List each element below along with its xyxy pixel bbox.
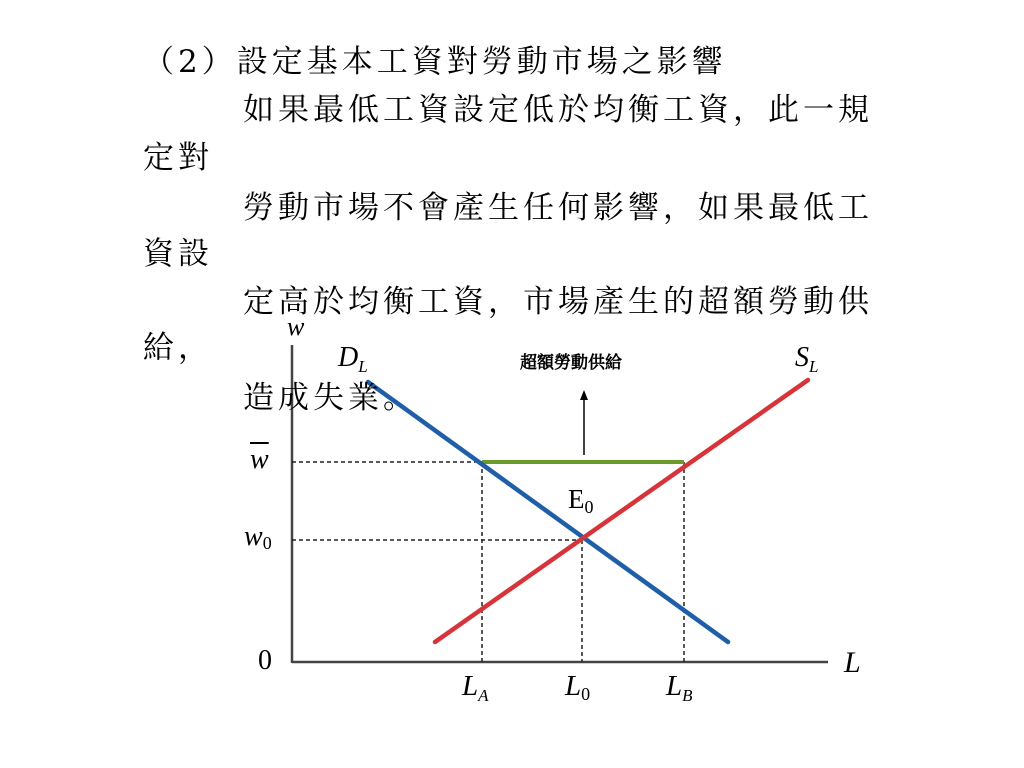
equilibrium-label-main: E: [568, 484, 585, 514]
paragraph-line-2-wrap: 資設: [143, 236, 213, 272]
l0-label-main: L: [565, 670, 582, 702]
paragraph-line-3: 定高於均衡工資，市場產生的超額勞動供: [243, 284, 873, 320]
l0-label: [565, 670, 590, 705]
supply-label: [795, 342, 818, 377]
la-label-sub: A: [478, 686, 489, 705]
supply-curve: [435, 380, 808, 642]
demand-label-main: D: [338, 342, 359, 373]
heading: （2）設定基本工資對勞動市場之影響: [143, 44, 727, 80]
paragraph-line-1-wrap: 定對: [143, 140, 213, 176]
paragraph-line-2: 勞動市場不會產生任何影響，如果最低工: [243, 190, 873, 226]
w0-label-sub: 0: [262, 533, 272, 553]
x-axis-label: L: [844, 646, 861, 679]
la-label-main: L: [462, 670, 479, 702]
lb-label-sub: B: [682, 686, 693, 705]
equilibrium-label-sub: 0: [584, 497, 594, 517]
wbar-label: [250, 444, 269, 476]
wbar-label-text: $\overline{w}$: [250, 444, 269, 475]
origin-label: 0: [258, 645, 272, 676]
paragraph-line-4: 造成失業。: [243, 380, 418, 416]
supply-label-sub: L: [809, 357, 819, 376]
excess-supply-label: 超額勞動供給: [520, 353, 622, 373]
demand-curve: [368, 382, 728, 642]
paragraph-line-1: 如果最低工資設定低於均衡工資，此一規: [243, 92, 873, 128]
supply-label-main: S: [795, 342, 809, 373]
w0-label: [244, 521, 272, 554]
demand-label-sub: L: [358, 357, 368, 376]
la-label: [462, 670, 489, 706]
equilibrium-label: [568, 484, 594, 518]
lb-label-main: L: [666, 670, 683, 702]
excess-arrow-head: [580, 390, 588, 400]
lb-label: [666, 670, 693, 706]
paragraph-line-3-wrap: 給，: [143, 330, 213, 366]
y-axis-label: w: [287, 312, 305, 341]
demand-label: [338, 342, 368, 377]
l0-label-sub: 0: [581, 684, 591, 704]
w0-label-main: w: [244, 521, 263, 552]
